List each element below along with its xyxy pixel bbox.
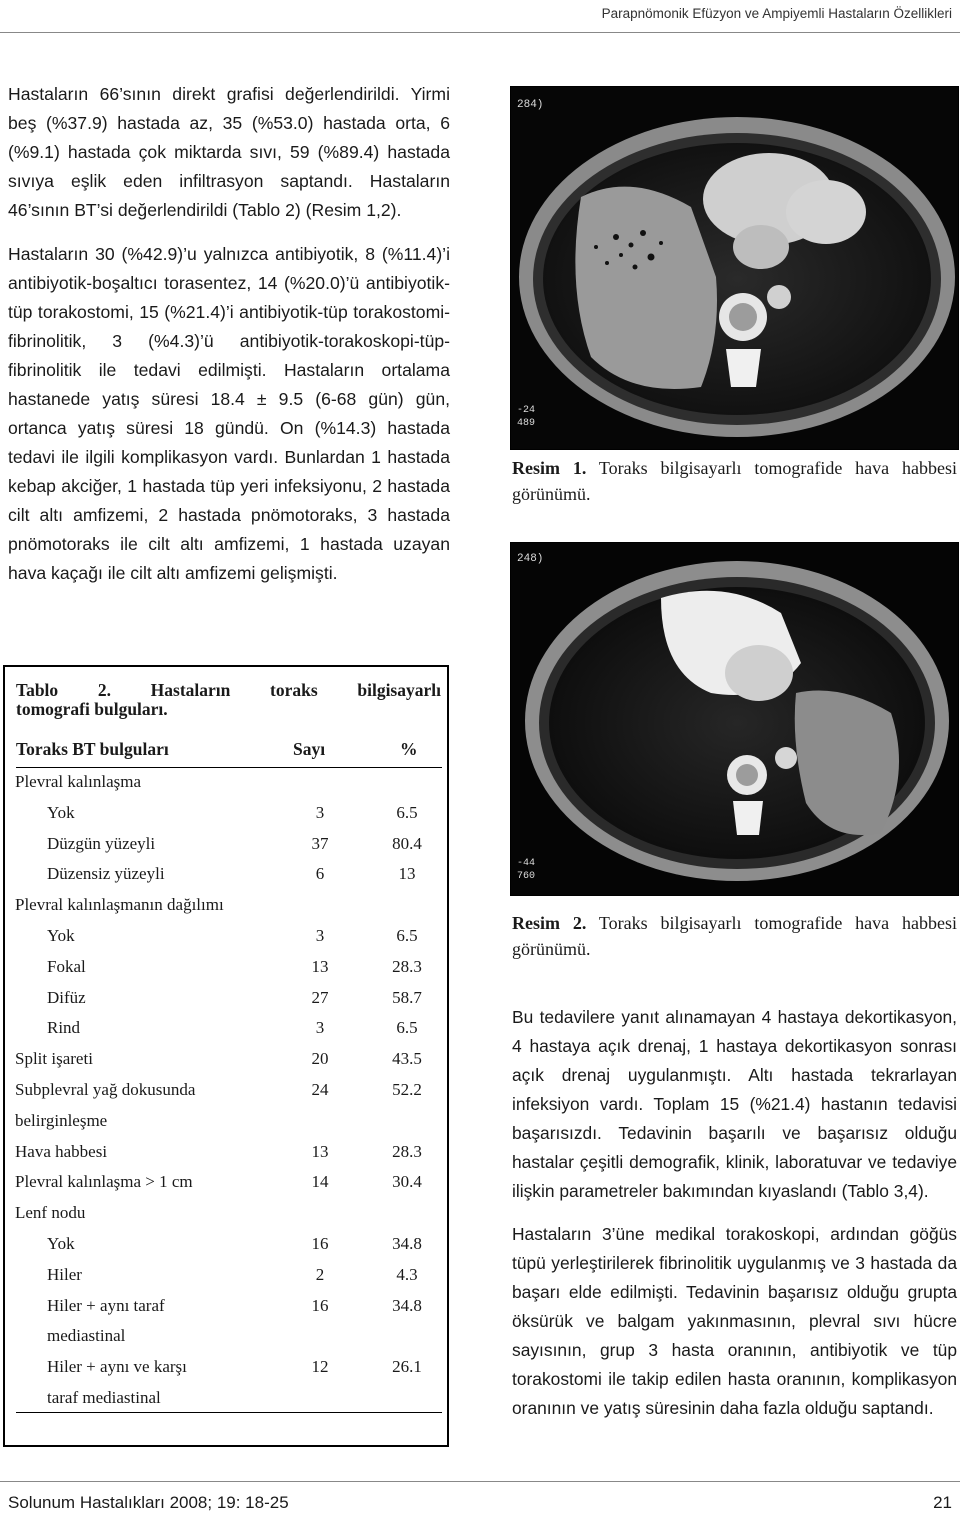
paragraph: Hastaların 30 (%42.9)’u yalnızca antibiyotik, 8 (%11.4)’i antibiyotik-boşaltıcı torasentez, 14 (%20.0)’ü antibiyotik-tüp torakostomi, 15 (%21.4)’i antibiyotik-tüp torakostomi-fibrinolitik, 3 (%4.3)’ü antibiyotik-torakoskopi-tüp-fibrinolitik ile tedavi edilmişti. Hastaların ortalama hastanede yatış süresi 18.4 ± 9.5 (6-68 gün) gün, ortanca yatış süresi 18 gündü. On (%14.3) hastada tedavi ile ilgili komplikasyon vardı. Bunlardan 1 hastada kebap akciğer, 1 hastada tüp yeri infeksiyonu, 2 hastada cilt altı amfizemi, 2 hastada pnömotoraks, 3 hastada pnömotoraks ile cilt altı amfizemi, 1 hastada uzayan hava kaçağı ile cilt altı amfizemi gelişmişti.: [8, 244, 450, 583]
ct-scan-image-1: [510, 86, 959, 450]
table-caption-line1: Tablo 2. Hastaların toraks bilgisayarlı: [16, 680, 441, 700]
table-cell-finding: Difüz: [47, 987, 86, 1007]
table-cell-finding: Yok: [47, 926, 75, 945]
table-row: [5, 1262, 445, 1293]
table-cell-count: 2: [315, 1264, 325, 1284]
paragraph: Bu tedavilere yanıt alınamayan 4 hastaya dekortikasyon, 4 hastaya açık drenaj, 1 hastaya dekortikasyon sonrası açık drenaj uygulanmıştı. Altı hastada tekrarlayan infeksiyon vardı. Toplam 15 (%21.4) hastanın tedavisi başarısızdı. Tedavinin başarılı ve başarısız olduğu hastalar çeşitli demografik, klinik, laboratuvar ve tedaviye ilişkin parametreler bakımından kıyaslandı (Tablo 3,4).: [512, 1007, 957, 1201]
figure-1-caption: [512, 455, 957, 507]
table-row: [5, 923, 445, 954]
table-bottom-rule: [16, 1412, 442, 1413]
table-cell-percent: 34.8: [392, 1295, 422, 1315]
table-row: [5, 1293, 445, 1324]
table-cell-percent: 6.5: [396, 1018, 418, 1038]
ct-scan-image-2: [510, 542, 959, 896]
table-row: [5, 1323, 445, 1354]
figure-2-caption-text: Toraks bilgisayarlı tomografide hava habbesi görünümü.: [512, 913, 957, 959]
table-row: [5, 1169, 445, 1200]
ct-overlay-5: -44: [517, 858, 536, 869]
table-row: [5, 1200, 445, 1231]
table-cell-count: 20: [311, 1049, 329, 1069]
table-cell-finding: Fokal: [47, 956, 86, 976]
table-cell-count: 13: [311, 1141, 329, 1161]
figure-2-label: Resim 2.: [512, 913, 587, 933]
table-cell-percent: 43.5: [392, 1049, 422, 1069]
column-header-finding: Toraks BT bulguları: [16, 739, 169, 759]
table-cell-percent: 6.5: [396, 802, 418, 822]
table-cell-finding: Plevral kalınlaşmanın dağılımı: [15, 895, 224, 915]
table-row: [5, 1108, 445, 1139]
table-cell-finding: Yok: [47, 1234, 75, 1253]
table-2: [3, 665, 449, 1447]
table-cell-finding: Plevral kalınlaşma > 1 cm: [15, 1172, 193, 1192]
table-cell-count: 3: [315, 1018, 325, 1038]
table-cell-finding: Rind: [47, 1018, 81, 1038]
ct-overlay-6: 760: [517, 871, 536, 882]
paragraph: Hastaların 3’üne medikal torakoskopi, ardından göğüs tüpü yerleştirilerek fibrinolitik uygulanmış ve 3 hastada da başarı elde edilmişti. Tedavinin başarısız olduğu grupta öksürük ve balgam yakınmasının, plevral sıvı hücre sayısının, grup 3 hasta oranının, antibiyotik ve tüp torakostomi ile takip edilen hasta oranının, komplikasyon oranının ve yatış süresinin daha fazla olduğu saptandı.: [512, 1224, 957, 1418]
ct-overlay-2: -24: [517, 405, 536, 416]
table-row: [5, 1077, 445, 1108]
running-title: Parapnömonik Efüzyon ve Ampiyemli Hastaların Özellikleri: [601, 6, 952, 21]
table-cell-percent: 80.4: [392, 833, 422, 853]
table-row: [5, 1046, 445, 1077]
ct-overlay-1: 284): [517, 99, 544, 111]
column-header-count: Sayı: [293, 739, 326, 759]
table-cell-count: 6: [315, 864, 325, 884]
table-row: [5, 769, 445, 800]
table-cell-finding: Subplevral yağ dokusunda: [15, 1080, 196, 1099]
table-cell-percent: 26.1: [392, 1357, 422, 1377]
table-caption: [16, 681, 441, 719]
table-cell-finding: taraf mediastinal: [47, 1388, 161, 1407]
table-cell-percent: 6.5: [396, 926, 418, 945]
table-cell-count: 3: [315, 926, 325, 945]
left-column: [8, 80, 450, 603]
table-cell-count: 12: [311, 1357, 329, 1377]
table-cell-finding: Düzensiz yüzeyli: [47, 864, 165, 884]
table-cell-count: 13: [311, 956, 329, 976]
table-cell-finding: Hava habbesi: [15, 1141, 108, 1161]
table-cell-finding: Plevral kalınlaşma: [15, 772, 142, 791]
table-cell-percent: 30.4: [392, 1172, 422, 1192]
table-caption-line2: tomografi bulguları.: [16, 699, 168, 719]
table-cell-percent: 34.8: [392, 1234, 422, 1253]
table-row: [5, 985, 445, 1016]
table-row: [5, 1231, 445, 1262]
table-cell-count: 16: [311, 1295, 329, 1315]
table-cell-count: 14: [311, 1172, 329, 1192]
table-cell-count: 3: [315, 802, 325, 822]
ct-overlay-4: 248): [517, 553, 544, 565]
table-cell-percent: 13: [398, 864, 416, 884]
table-cell-finding: Yok: [47, 802, 75, 822]
table-row: [5, 1354, 445, 1385]
table-row: [5, 800, 445, 831]
table-cell-count: 24: [311, 1080, 329, 1099]
figure-1-label: Resim 1.: [512, 458, 587, 478]
ct-overlay-3: 489: [517, 418, 536, 429]
figure-2-caption: [512, 910, 957, 962]
table-header-rule: [16, 767, 442, 768]
table-cell-finding: Split işareti: [15, 1049, 93, 1069]
table-row: [5, 892, 445, 923]
table-row: [5, 1139, 445, 1170]
table-cell-finding: Düzgün yüzeyli: [47, 833, 156, 853]
table-row: [5, 831, 445, 862]
table-cell-percent: 28.3: [392, 1141, 422, 1161]
journal-citation: Solunum Hastalıkları 2008; 19: 18-25: [8, 1493, 289, 1512]
table-cell-finding: Hiler + aynı taraf: [47, 1295, 165, 1315]
column-header-percent: %: [400, 739, 418, 759]
table-cell-percent: 58.7: [392, 987, 422, 1007]
table-cell-percent: 28.3: [392, 956, 422, 976]
table-cell-count: 37: [311, 833, 329, 853]
table-cell-count: 27: [311, 987, 329, 1007]
figure-1-caption-text: Toraks bilgisayarlı tomografide hava habbesi görünümü.: [512, 458, 957, 504]
table-cell-percent: 4.3: [396, 1264, 418, 1284]
paragraph: Hastaların 66’sının direkt grafisi değerlendirildi. Yirmi beş (%37.9) hastada az, 35 (%53.0) hastada orta, 6 (%9.1) hastada çok miktarda sıvı, 59 (%89.4) hastada sıvıya eşlik eden infiltrasyon saptandı. Hastaların 46’sının BT’si değerlendirildi (Tablo 2) (Resim 1,2).: [8, 84, 450, 220]
table-cell-finding: Lenf nodu: [15, 1203, 86, 1223]
table-row: [5, 954, 445, 985]
table-cell-percent: 52.2: [392, 1080, 422, 1099]
table-cell-finding: mediastinal: [47, 1326, 126, 1346]
page-number: 21: [933, 1493, 952, 1512]
table-row: [5, 1015, 445, 1046]
table-cell-finding: Hiler: [47, 1264, 82, 1284]
footer-rule: [0, 1481, 960, 1482]
header-rule: [0, 32, 960, 33]
right-column: [512, 1003, 957, 1437]
table-row: [5, 861, 445, 892]
table-cell-finding: Hiler + aynı ve karşı: [47, 1357, 187, 1377]
table-cell-count: 16: [311, 1234, 329, 1253]
table-cell-finding: belirginleşme: [15, 1110, 108, 1130]
